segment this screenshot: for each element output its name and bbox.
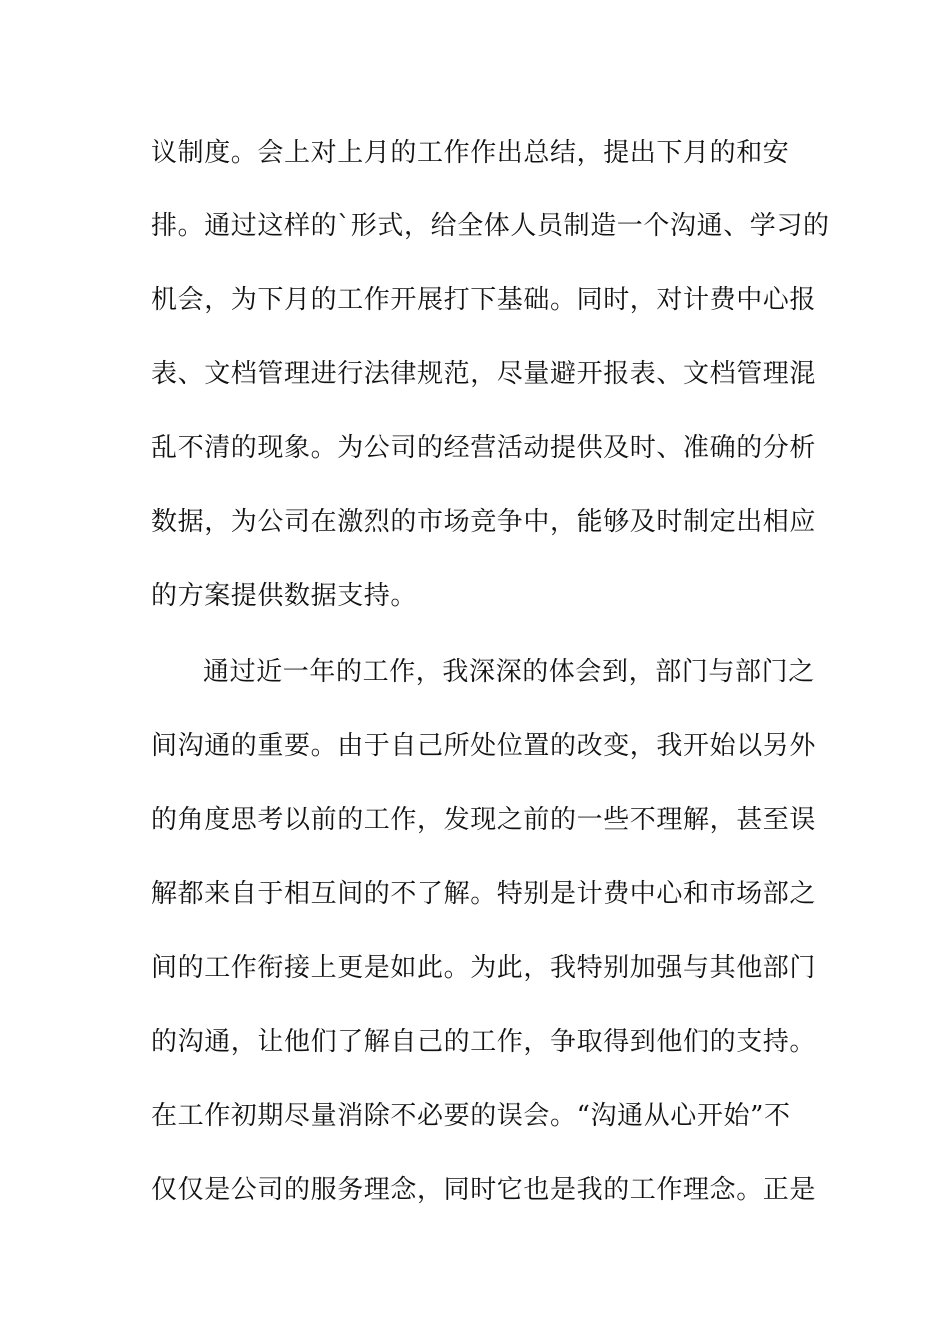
text-line: 的沟通，让他们了解自己的工作，争取得到他们的支持。	[151, 1027, 817, 1057]
text-line: 在工作初期尽量消除不必要的误会。“沟通从心开始”不	[151, 1101, 791, 1131]
text-line: 的角度思考以前的工作，发现之前的一些不理解，甚至误	[151, 805, 817, 835]
text-line: 排。通过这样的`形式，给全体人员制造一个沟通、学习的	[151, 211, 830, 241]
text-line: 乱不清的现象。为公司的经营活动提供及时、准确的分析	[151, 433, 817, 463]
text-line: 仅仅是公司的服务理念，同时它也是我的工作理念。正是	[151, 1175, 817, 1205]
text-line: 间沟通的重要。由于自己所处位置的改变，我开始以另外	[151, 731, 817, 761]
text-line: 表、文档管理进行法律规范，尽量避开报表、文档管理混	[151, 359, 817, 389]
text-line: 议制度。会上对上月的工作作出总结，提出下月的和安	[151, 138, 790, 168]
text-line: 数据，为公司在激烈的市场竞争中，能够及时制定出相应	[151, 507, 817, 537]
paragraph-first-line: 通过近一年的工作，我深深的体会到，部门与部门之	[203, 657, 815, 687]
text-line: 解都来自于相互间的不了解。特别是计费中心和市场部之	[151, 879, 817, 909]
text-line: 间的工作衔接上更是如此。为此，我特别加强与其他部门	[151, 953, 817, 983]
text-line: 机会，为下月的工作开展打下基础。同时，对计费中心报	[151, 285, 817, 315]
text-line: 的方案提供数据支持。	[151, 581, 418, 611]
